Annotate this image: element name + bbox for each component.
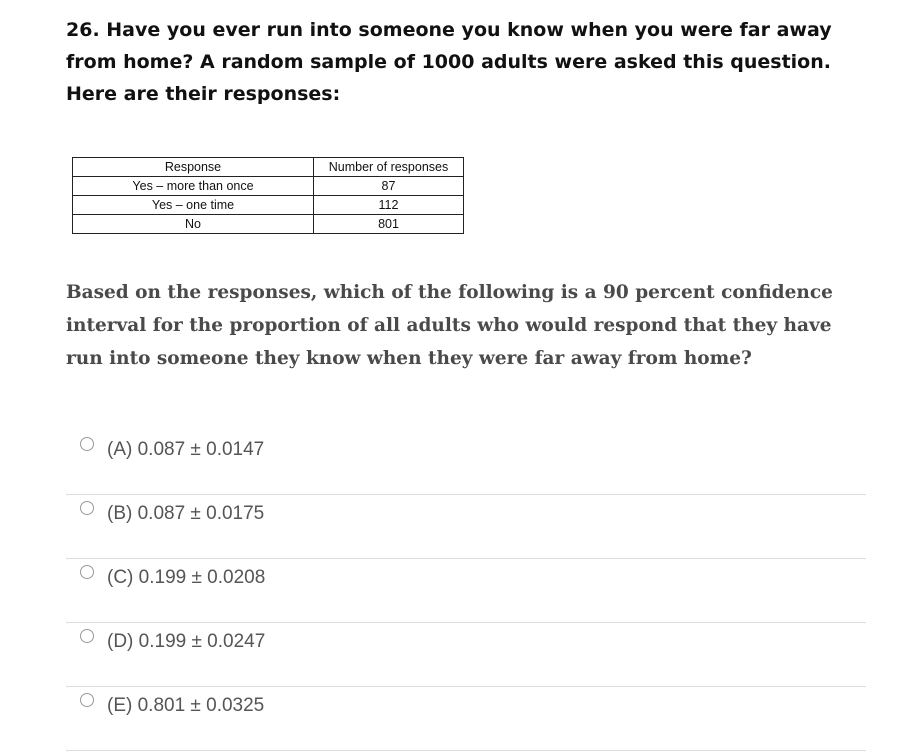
- radio-button-e[interactable]: [80, 693, 94, 707]
- radio-button-c[interactable]: [80, 565, 94, 579]
- radio-button-b[interactable]: [80, 501, 94, 515]
- radio-button-a[interactable]: [80, 437, 94, 451]
- choice-label-a[interactable]: (A) 0.087 ± 0.0147: [107, 439, 265, 460]
- table-cell-count: 801: [314, 215, 464, 234]
- choice-d[interactable]: [66, 623, 866, 687]
- table-cell-response: Yes – more than once: [73, 177, 314, 196]
- choice-a[interactable]: [66, 431, 866, 495]
- prompt-text: Based on the responses, which of the following is a 90 percent confidence interval for the proportion of all adults who would respond that they have run into someone they know when they were far away from home?: [66, 282, 833, 369]
- table-cell-response: No: [73, 215, 314, 234]
- table-header-row: [73, 158, 464, 177]
- table-cell-count: 112: [314, 196, 464, 215]
- table-row: [73, 196, 464, 215]
- table-header-response: Response: [73, 158, 314, 177]
- responses-table: [72, 157, 464, 234]
- choice-e[interactable]: [66, 687, 866, 751]
- choice-b[interactable]: [66, 495, 866, 559]
- table-cell-count: 87: [314, 177, 464, 196]
- table-cell-response: Yes – one time: [73, 196, 314, 215]
- question-text: 26. Have you ever run into someone you know when you were far away from home? A random sample of 1000 adults were asked this question. Here are their responses:: [66, 19, 832, 105]
- table-row: [73, 215, 464, 234]
- choice-label-c[interactable]: (C) 0.199 ± 0.0208: [107, 567, 266, 588]
- radio-button-d[interactable]: [80, 629, 94, 643]
- table-header-count: Number of responses: [314, 158, 464, 177]
- choice-label-d[interactable]: (D) 0.199 ± 0.0247: [107, 631, 266, 652]
- choice-label-e[interactable]: (E) 0.801 ± 0.0325: [107, 695, 265, 716]
- choice-c[interactable]: [66, 559, 866, 623]
- choice-label-b[interactable]: (B) 0.087 ± 0.0175: [107, 503, 265, 524]
- table-row: [73, 177, 464, 196]
